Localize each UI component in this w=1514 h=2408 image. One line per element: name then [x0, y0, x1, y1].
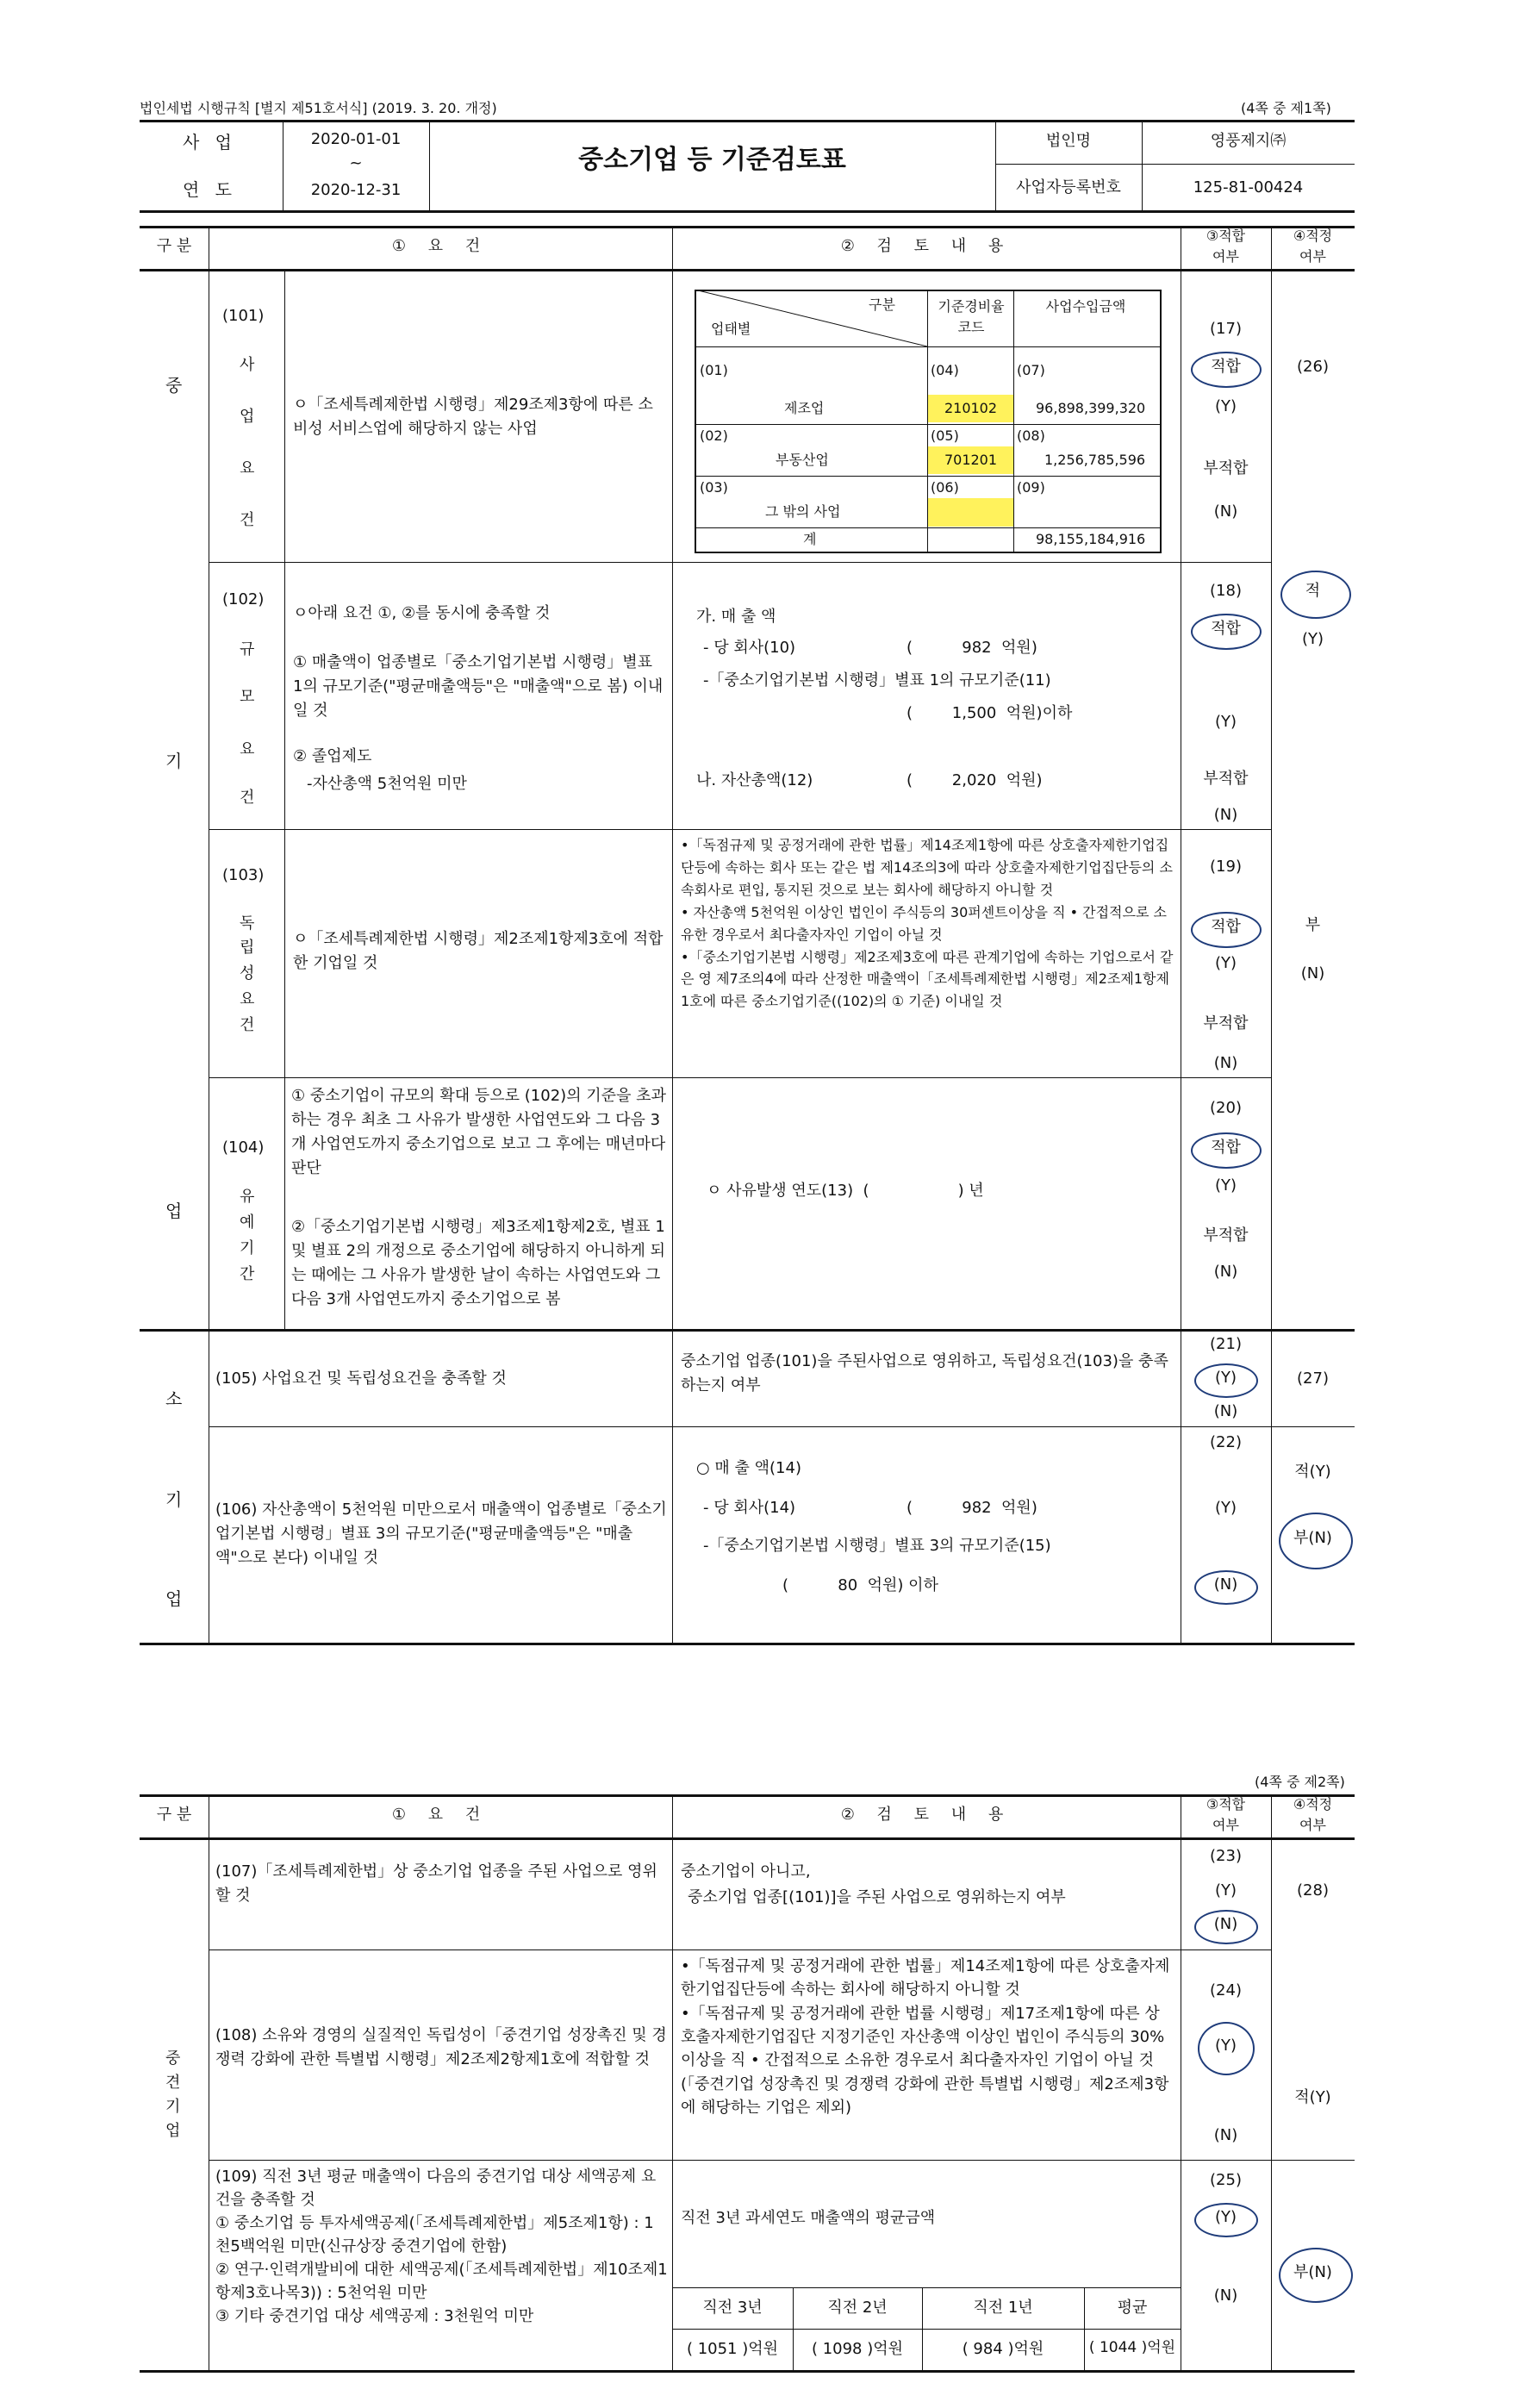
unfit-label: 부적합 — [1203, 1014, 1249, 1032]
avg-col-value: ( 1098 )억원 — [811, 2340, 904, 2358]
row-code: (101) — [222, 307, 265, 325]
section-char: 업 — [165, 2122, 181, 2140]
section-char: 기 — [165, 1489, 183, 1510]
fit-no: (21) — [1210, 1335, 1242, 1353]
rule — [1013, 290, 1014, 553]
rule — [209, 562, 1271, 563]
tbl-total-label: 계 — [803, 531, 817, 547]
tbl-industry: 제조업 — [784, 400, 825, 416]
period-sep: ~ — [349, 154, 363, 172]
requirement-text: (106) 자산총액이 5천억원 미만으로서 매출액이 업종별로「중소기업기본법 시행령」별표 3의 규모기준("평균매출액등"은 "매출액"으로 본다) 이내일 것 — [215, 1500, 667, 1567]
review-text: 중소기업 업종[(101)]을 주된 사업으로 영위하는지 여부 — [688, 1888, 1066, 1906]
brn-label: 사업자등록번호 — [1016, 178, 1121, 197]
judge-n: 부(N) — [1293, 2263, 1332, 2281]
requirement-text: -자산총액 5천억원 미만 — [307, 775, 467, 793]
label-char: 사 — [240, 356, 255, 374]
tbl-no: (03) — [700, 479, 728, 496]
avg-col-value: ( 1044 )억원 — [1088, 2339, 1176, 2356]
review-value: ( 80 억원) 이하 — [782, 1576, 938, 1594]
rule — [695, 424, 1162, 425]
fit-y: (Y) — [1214, 954, 1237, 972]
judge-no: (28) — [1297, 1881, 1329, 1900]
fit-n: (N) — [1213, 1402, 1238, 1420]
avg-col-header: 평균 — [1117, 2299, 1148, 2317]
review-text: -「중소기업기본법 시행령」별표 3의 규모기준(15) — [703, 1537, 1051, 1555]
section-char: 중 — [165, 2049, 181, 2068]
col-fit: 여부 — [1212, 1817, 1239, 1833]
requirement-text: ㅇ「조세특례제한법 시행령」제29조제3항에 따른 소비성 서비스업에 해당하지 않는 사업 — [293, 396, 653, 438]
review-value: ( 1,500 억원)이하 — [907, 704, 1073, 722]
judge-label: 적 — [1305, 582, 1321, 600]
judge-y: (Y) — [1301, 630, 1324, 648]
fit-no: (25) — [1210, 2171, 1242, 2189]
section-char: 소 — [165, 1388, 183, 1409]
requirement-text: ②「중소기업기본법 시행령」제3조제1항제2호, 별표 1 및 별표 2의 개정으로 중소기업에 해당하지 아니하게 되는 때에는 그 사유가 발생한 날이 속하는 사업연도와 그 다음 3개 사업연도까지 중소기업으로 봄 — [291, 1218, 666, 1308]
tbl-amount: 1,256,785,596 — [1044, 452, 1146, 468]
row-code: (102) — [222, 590, 265, 608]
review-text: 가. 매 출 액 — [696, 608, 776, 626]
fit-label: 적합 — [1211, 620, 1241, 638]
page-indicator: (4쪽 중 제1쪽) — [1241, 100, 1331, 116]
tbl-hdr-amount: 사업수입금액 — [1045, 298, 1126, 315]
form-reference: 법인세법 시행규칙 [별지 제51호서식] (2019. 3. 20. 개정) — [140, 100, 497, 116]
review-text: ㅇ 사유발생 연도(13) ( ) 년 — [707, 1182, 984, 1200]
review-text: -「중소기업기본법 시행령」별표 1의 규모기준(11) — [703, 671, 1051, 689]
fit-n: (N) — [1213, 2126, 1238, 2144]
period-end: 2020-12-31 — [310, 181, 402, 199]
fit-y: (Y) — [1214, 2037, 1237, 2055]
rule — [695, 346, 1162, 347]
review-text: ○ 매 출 액(14) — [696, 1459, 801, 1477]
review-text: •「독점규제 및 공정거래에 관한 법률」제14조제1항에 따른 상호출자제한기업집단등에 속하는 회사에 해당하지 아니할 것 •「독점규제 및 공정거래에 관한 법률 시행령」제17조제1항에 따른 상호출자제한기업집단 지정기준인 자산총액 이상인 법인이 주식등의 30%이상을 직 • 간접적으로 소유한 경우로서 최다출자자인 기업이 아닐 것(「중견기업 성장촉진 및 경쟁력 강화에 관한 특별법 시행령」제2조제3항에 해당하는 기업은 제외) — [681, 1957, 1170, 2118]
rule — [209, 1949, 1271, 1950]
requirement-text: ① 매출액이 업종별로「중소기업기본법 시행령」별표 1의 규모기준("평균매출액등"은 "매출액"으로 봄) 이내일 것 — [293, 653, 664, 720]
rule — [209, 2160, 1355, 2161]
tbl-no: (06) — [931, 479, 959, 496]
tbl-hdr-kind: 구분 — [869, 296, 895, 313]
label-char: 규 — [240, 640, 255, 658]
page-indicator: (4쪽 중 제2쪽) — [1255, 1774, 1345, 1790]
unfit-label: 부적합 — [1203, 770, 1249, 788]
col-fit: ③적합 — [1206, 228, 1246, 244]
fit-no: (22) — [1210, 1433, 1242, 1451]
tbl-amount: 96,898,399,320 — [1036, 400, 1146, 416]
rule — [140, 2370, 1355, 2373]
label-char: 건 — [240, 1016, 255, 1034]
review-text: 중소기업 업종(101)을 주된사업으로 영위하고, 독립성요건(103)을 충족하는지 여부 — [681, 1352, 1168, 1394]
requirement-text: ㅇ「조세특례제한법 시행령」제2조제1항제3호에 적합한 기업일 것 — [293, 930, 664, 972]
tbl-industry: 부동산업 — [776, 452, 829, 468]
tbl-industry: 그 밖의 사업 — [765, 503, 841, 520]
col-fit: ③적합 — [1206, 1796, 1246, 1812]
label-char: 예 — [240, 1213, 255, 1232]
judge-no: (26) — [1297, 358, 1329, 376]
col-review: ② 검 토 내 용 — [840, 1806, 1012, 1824]
unfit-n: (N) — [1213, 1263, 1238, 1281]
requirement-text: (109) 직전 3년 평균 매출액이 다음의 중견기업 대상 세액공제 요건을 충족할 것 ① 중소기업 등 투자세액공제(「조세특례제한법」제5조제1항) : 1천5백억원 미만(신규상장 중견기업에 한함) ② 연구·인력개발비에 대한 세액공제(「조세특례제한법」제10조제1항제3호나목3)) : 5천억원 미만 ③ 기타 중견기업 대상 세액공제 : 3천원억 미만 — [215, 2168, 668, 2325]
judge-n: 부(N) — [1293, 1529, 1332, 1547]
tbl-code: 210102 — [944, 400, 998, 416]
col-review: ② 검 토 내 용 — [840, 237, 1012, 255]
requirement-text: (108) 소유와 경영의 실질적인 독립성이「중견기업 성장촉진 및 경쟁력 강화에 관한 특별법 시행령」제2조제2항제1호에 적합할 것 — [215, 2026, 667, 2068]
rule — [140, 1837, 1355, 1840]
tbl-hdr-code: 기준경비율코드 — [938, 298, 1005, 335]
review-value: ( 982 억원) — [907, 1499, 1037, 1517]
requirement-text: (107)「조세특례제한법」상 중소기업 업종을 주된 사업으로 영위할 것 — [215, 1862, 657, 1905]
unfit-n: (N) — [1213, 1054, 1238, 1072]
judge-n: (N) — [1300, 964, 1325, 983]
judge-no: (27) — [1297, 1369, 1329, 1388]
label-char: 립 — [240, 939, 255, 957]
label-char: 요 — [240, 459, 255, 477]
tbl-no: (05) — [931, 427, 959, 444]
tbl-no: (04) — [931, 362, 959, 378]
rule — [672, 2329, 1181, 2330]
fit-label: 적합 — [1211, 1138, 1241, 1157]
biz-year-label: 사 업 — [183, 132, 237, 153]
fit-no: (23) — [1210, 1847, 1242, 1865]
avg-col-value: ( 984 )억원 — [962, 2340, 1044, 2358]
avg-col-header: 직전 2년 — [827, 2299, 888, 2317]
label-char: 건 — [240, 789, 255, 807]
tbl-no: (08) — [1017, 427, 1045, 444]
review-text: •「독점규제 및 공정거래에 관한 법률」제14조제1항에 따른 상호출자제한기업집단등에 속하는 회사 또는 같은 법 제14조의3에 따라 상호출자제한기업집단등의 소속회사로 편입, 통지된 것으로 보는 회사에 해당하지 아니할 것 • 자산총액 5천억원 이상인 법인이 주식등의 30퍼센트이상을 직 • 간접적으로 소유한 경우로서 최다출자자인 기업이 아닐 것 •「중소기업기본법 시행령」제2조제3호에 따른 관계기업에 속하는 기업으로서 같은 영 제7조의4에 따라 산정한 매출액이「조세특례제한법 시행령」제2조제1항제1호에 따른 중소기업기준((102)의 ① 기준) 이내일 것 — [681, 837, 1174, 1010]
rule — [140, 210, 1355, 213]
avg-col-header: 직전 3년 — [702, 2299, 763, 2317]
fit-y: (Y) — [1214, 1499, 1237, 1517]
fit-y: (Y) — [1214, 1369, 1237, 1387]
label-char: 독 — [240, 914, 255, 933]
tbl-hdr-industry: 업태별 — [711, 321, 751, 337]
rule — [672, 1794, 673, 2372]
judge-y: 적(Y) — [1294, 1463, 1331, 1481]
unfit-label: 부적합 — [1203, 459, 1249, 477]
review-value: ( 982 억원) — [907, 639, 1037, 657]
tbl-no: (09) — [1017, 479, 1045, 496]
label-char: 요 — [240, 740, 255, 758]
requirement-text: ② 졸업제도 — [293, 747, 372, 765]
review-value: ( 2,020 억원) — [907, 771, 1043, 789]
label-char: 모 — [240, 688, 255, 706]
tbl-code: 701201 — [944, 452, 998, 468]
fit-label: 적합 — [1211, 358, 1241, 376]
page-title: 중소기업 등 기준검토표 — [578, 145, 846, 175]
col-judge: 여부 — [1299, 248, 1326, 265]
corp-name: 영풍제지㈜ — [1210, 132, 1287, 150]
tbl-no: (01) — [700, 362, 728, 378]
fit-n: (N) — [1213, 1915, 1238, 1933]
brn: 125-81-00424 — [1193, 178, 1304, 197]
label-char: 건 — [240, 511, 255, 529]
section-char: 중 — [165, 375, 183, 396]
col-gubun: 구 분 — [156, 237, 192, 255]
tbl-no: (02) — [700, 427, 728, 444]
rule — [695, 527, 1162, 528]
fit-y: (Y) — [1214, 2208, 1237, 2226]
rule — [209, 1077, 1271, 1078]
fit-no: (19) — [1210, 858, 1242, 876]
rule — [140, 1794, 1355, 1797]
row-code: (104) — [222, 1138, 265, 1157]
unfit-n: (N) — [1213, 806, 1238, 824]
label-char: 유 — [240, 1188, 255, 1206]
requirement-text: ㅇ아래 요건 ①, ②를 동시에 충족할 것 — [293, 604, 551, 622]
rule — [140, 1329, 1355, 1332]
label-char: 업 — [240, 408, 255, 426]
rule — [140, 1643, 1355, 1645]
label-char: 간 — [240, 1265, 255, 1283]
fit-no: (24) — [1210, 1981, 1242, 1999]
label-char: 성 — [240, 964, 255, 983]
rule — [209, 829, 1271, 830]
fit-n: (N) — [1213, 2286, 1238, 2305]
period-start: 2020-01-01 — [310, 130, 402, 148]
section-char: 업 — [165, 1588, 183, 1609]
tbl-total: 98,155,184,916 — [1036, 531, 1146, 547]
col-judge: ④적정 — [1293, 1796, 1333, 1812]
col-judge: ④적정 — [1293, 228, 1333, 244]
fit-label: 적합 — [1211, 918, 1241, 936]
rule — [672, 226, 673, 1644]
rule — [672, 2287, 1181, 2288]
rule — [140, 120, 1355, 122]
biz-year-label: 연 도 — [183, 179, 237, 200]
rule — [140, 226, 1355, 228]
review-text: - 당 회사(10) — [703, 639, 796, 657]
avg-col-header: 직전 1년 — [973, 2299, 1033, 2317]
col-fit: 여부 — [1212, 248, 1239, 265]
fit-no: (18) — [1210, 582, 1242, 600]
judge-y: 적(Y) — [1294, 2088, 1331, 2106]
review-text: 직전 3년 과세연도 매출액의 평균금액 — [681, 2209, 936, 2227]
judge-label: 부 — [1305, 916, 1321, 934]
corp-name-label: 법인명 — [1045, 132, 1092, 150]
rule — [284, 269, 285, 1329]
unfit-n: (N) — [1213, 502, 1238, 521]
fit-y: (Y) — [1214, 397, 1237, 415]
section-char: 견 — [165, 2074, 181, 2092]
rule — [140, 269, 1355, 271]
col-req: ① 요 건 — [391, 1806, 489, 1824]
fit-y: (Y) — [1214, 1176, 1237, 1195]
fit-n: (N) — [1213, 1575, 1238, 1594]
label-char: 기 — [240, 1239, 255, 1257]
review-text: 나. 자산총액(12) — [696, 771, 813, 789]
fit-y: (Y) — [1214, 713, 1237, 731]
rule — [695, 476, 1162, 477]
section-char: 업 — [165, 1201, 183, 1221]
requirement-text: ① 중소기업이 규모의 확대 등으로 (102)의 기준을 초과하는 경우 최초 그 사유가 발생한 사업연도와 그 다음 3개 사업연도까지 중소기업으로 보고 그 후에는 매년마다 판단 — [291, 1087, 666, 1177]
rule — [995, 164, 1355, 165]
section-char: 기 — [165, 2098, 181, 2116]
col-judge: 여부 — [1299, 1817, 1326, 1833]
requirement-text: (105) 사업요건 및 독립성요건을 충족할 것 — [215, 1369, 507, 1388]
fit-no: (20) — [1210, 1099, 1242, 1117]
unfit-label: 부적합 — [1203, 1226, 1249, 1245]
rule — [209, 1426, 1355, 1427]
section-char: 기 — [165, 751, 183, 771]
highlight — [928, 498, 1013, 527]
col-gubun: 구 분 — [156, 1806, 192, 1824]
row-code: (103) — [222, 866, 265, 884]
review-text: - 당 회사(14) — [703, 1499, 796, 1517]
fit-no: (17) — [1210, 320, 1242, 338]
review-text: 중소기업이 아니고, — [681, 1862, 811, 1881]
col-req: ① 요 건 — [391, 237, 489, 255]
tbl-no: (07) — [1017, 362, 1045, 378]
avg-col-value: ( 1051 )억원 — [686, 2340, 779, 2358]
fit-y: (Y) — [1214, 1881, 1237, 1900]
label-char: 요 — [240, 990, 255, 1008]
